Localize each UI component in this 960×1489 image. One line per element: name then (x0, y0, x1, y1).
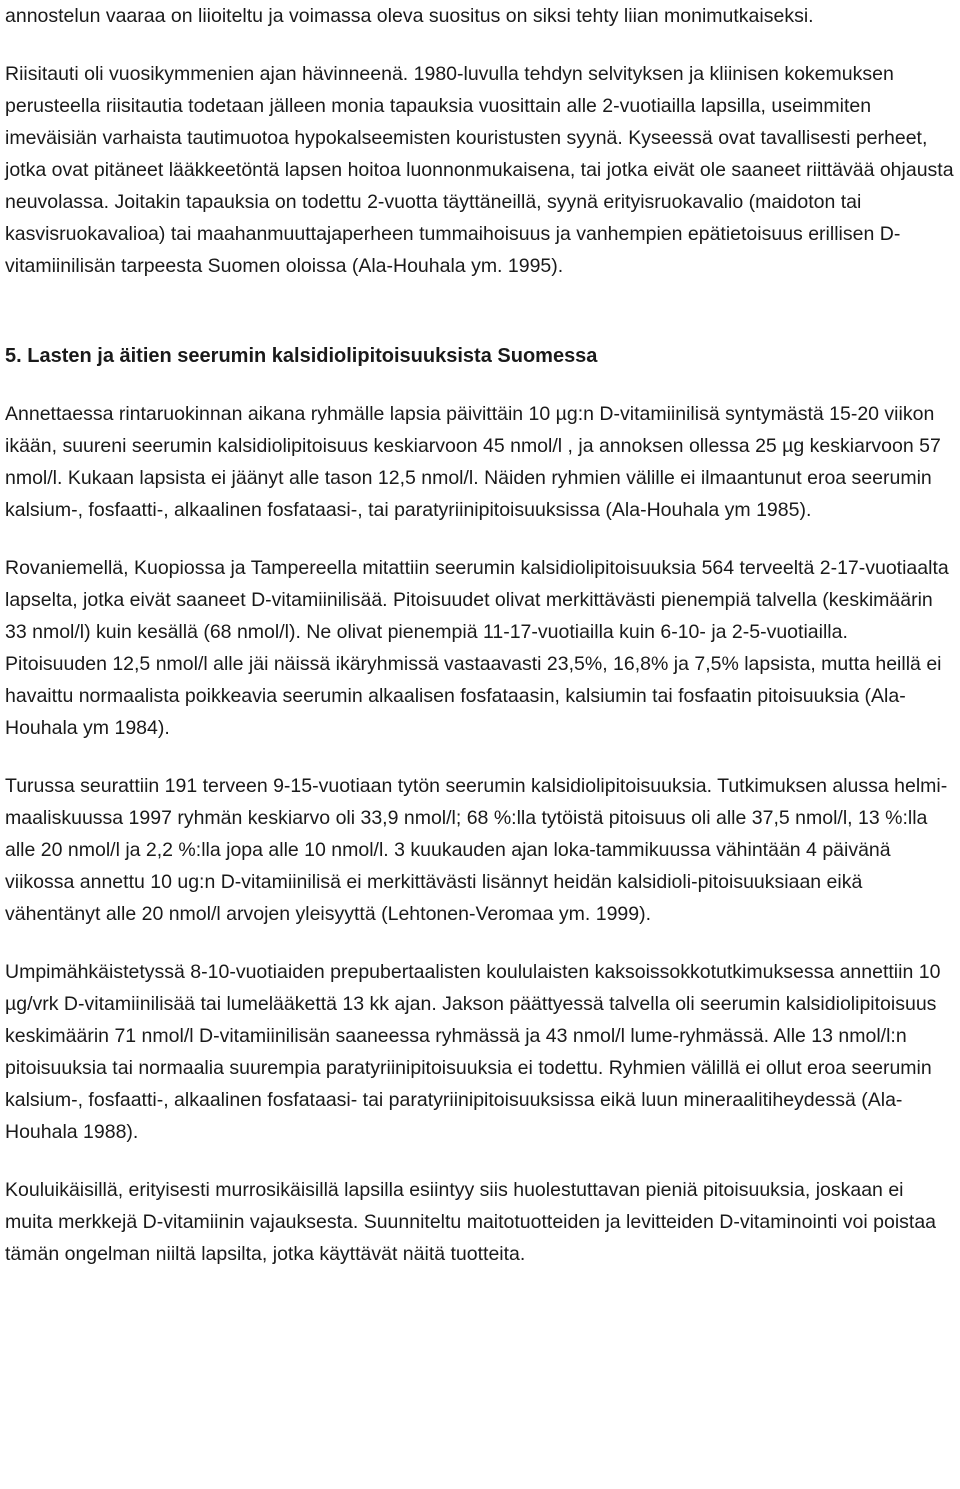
paragraph-spacer (5, 1148, 955, 1174)
paragraph-regional-study: Rovaniemellä, Kuopiossa ja Tampereella mitattiin seerumin kalsidiolipitoisuuksia 564 terveeltä 2-17-vuotiaalta lapselta, jotka eivät saaneet D-vitamiinilisää. Pitoisuudet olivat merkittävästi pienempiä talvella (keskimäärin 33 nmol/l) kuin kesällä (68 nmol/l). Ne olivat pienempiä 11-17-vuotiailla kuin 6-10- ja 2-5-vuotiailla. Pitoisuuden 12,5 nmol/l alle jäi näissä ikäryhmissä vastaavasti 23,5%, 16,8% ja 7,5% lapsista, mutta heillä ei havaittu normaalista poikkeavia seerumin alkaalisen fosfataasin, kalsiumin tai fosfaatin pitoisuuksia (Ala-Houhala ym 1984). (5, 557, 949, 739)
paragraph-spacer (5, 930, 955, 956)
section-spacer (5, 282, 955, 340)
paragraph-spacer (5, 526, 955, 552)
paragraph-spacer (5, 744, 955, 770)
document-page (5, 0, 955, 1270)
paragraph-twin-study: Umpimähkäistetyssä 8-10-vuotiaiden prepubertaalisten koululaisten kaksoissokkotutkimuksessa annettiin 10 µg/vrk D-vitamiinilisää tai lumelääkettä 13 kk ajan. Jakson päättyessä talvella oli seerumin kalsidiolipitoisuus keskimäärin 71 nmol/l D-vitamiinilisän saaneessa ryhmässä ja 43 nmol/l lume-ryhmässä. Alle 13 nmol/l:n pitoisuuksia tai normaalia suurempia paratyriinipitoisuuksia ei todettu. Ryhmien välillä ei ollut eroa seerumin kalsium-, fosfaatti-, alkaalinen fosfataasi- tai paratyriinipitoisuuksissa eikä luun mineraalitiheydessä (Ala-Houhala 1988). (5, 961, 941, 1143)
paragraph-spacer (5, 372, 955, 398)
paragraph-turku-study: Turussa seurattiin 191 terveen 9-15-vuotiaan tytön seerumin kalsidiolipitoisuuksia. Tutkimuksen alussa helmi-maaliskuussa 1997 ryhmän keskiarvo oli 33,9 nmol/l; 68 %:lla tytöistä pitoisuus oli alle 37,5 nmol/l, 13 %:lla alle 20 nmol/l ja 2,2 %:lla jopa alle 10 nmol/l. 3 kuukauden ajan loka-tammikuussa vähintään 4 päivänä viikossa annettu 10 ug:n D-vitamiinilisä ei merkittävästi lisännyt heidän kalsidioli-pitoisuuksiaan eikä vähentänyt alle 20 nmol/l arvojen yleisyyttä (Lehtonen-Veromaa ym. 1999). (5, 775, 948, 925)
section-heading: 5. Lasten ja äitien seerumin kalsidiolipitoisuuksista Suomessa (5, 345, 598, 367)
paragraph-rickets: Riisitauti oli vuosikymmenien ajan hävinneenä. 1980-luvulla tehdyn selvityksen ja kliinisen kokemuksen perusteella riisitautia todetaan jälleen monia tapauksia vuosittain alle 2-vuotiailla lapsilla, useimmiten imeväisiän varhaista tautimuotoa hypokalseemisten kouristusten syynä. Kyseessä ovat tavallisesti perheet, jotka ovat pitäneet lääkkeetöntä lapsen hoitoa luonnonmukaisena, tai jotka eivät ole saaneet riittävää ohjausta neuvolassa. Joitakin tapauksia on todettu 2-vuotta täyttäneillä, syynä erityisruokavalio (maidoton tai kasvisruokavalioa) tai maahanmuuttajaperheen tummaihoisuus ja vanhempien epätietoisuus erillisen D-vitamiinilisän tarpeesta Suomen oloissa (Ala-Houhala ym. 1995). (5, 63, 954, 277)
paragraph-intro-fragment: annostelun vaaraa on liioiteltu ja voimassa oleva suositus on siksi tehty liian monimutkaiseksi. (5, 5, 814, 27)
paragraph-spacer (5, 32, 955, 58)
paragraph-conclusion: Kouluikäisillä, erityisesti murrosikäisillä lapsilla esiintyy siis huolestuttavan pieniä pitoisuuksia, joskaan ei muita merkkejä D-vitamiinin vajauksesta. Suunniteltu maitotuotteiden ja levitteiden D-vitaminointi voi poistaa tämän ongelman niiltä lapsilta, jotka käyttävät näitä tuotteita. (5, 1179, 937, 1265)
paragraph-breastfeeding-study: Annettaessa rintaruokinnan aikana ryhmälle lapsia päivittäin 10 µg:n D-vitamiinilisä syntymästä 15-20 viikon ikään, suureni seerumin kalsidiolipitoisuus keskiarvoon 45 nmol/l , ja annoksen ollessa 25 µg keskiarvoon 57 nmol/l. Kukaan lapsista ei jäänyt alle tason 12,5 nmol/l. Näiden ryhmien välille ei ilmaantunut eroa seerumin kalsium-, fosfaatti-, alkaalinen fosfataasi-, tai paratyriinipitoisuuksissa (Ala-Houhala ym 1985). (5, 403, 941, 521)
